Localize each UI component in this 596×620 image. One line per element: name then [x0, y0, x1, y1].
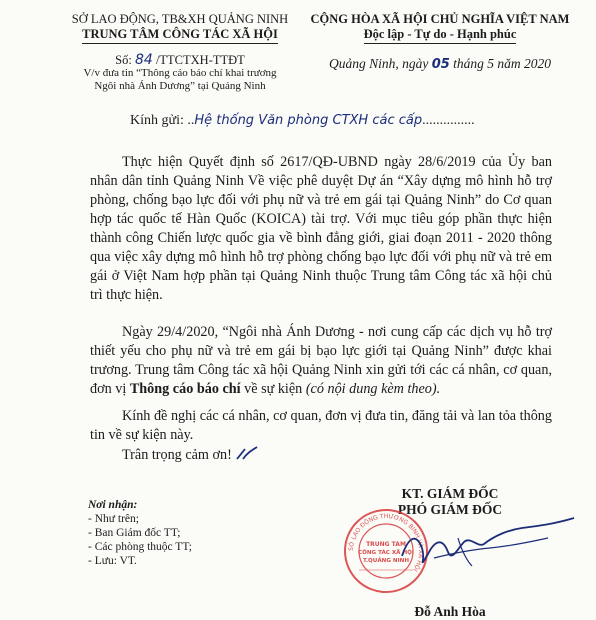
recipient-item: - Ban Giám đốc TT;: [88, 527, 181, 539]
recipient-item: - Lưu: VT.: [88, 555, 137, 567]
document-subject: [70, 67, 290, 93]
doc-number-suffix: /TTCTXH-TTĐT: [155, 53, 245, 67]
national-motto: Độc lập - Tự do - Hạnh phúc: [364, 27, 517, 44]
date-day-handwritten: 05: [431, 57, 450, 72]
greeting-prefix: Kính gửi:: [130, 113, 184, 128]
recipients-list: [88, 498, 192, 568]
body-paragraph-2-text: Ngày 29/4/2020, “Ngôi nhà Ánh Dương - nơi cung cấp các dịch vụ hỗ trợ thiết yếu cho phụ nữ và trẻ em gái bị bạo lực giới tại Quảng Ninh” được khai trương. Trung tâm Công tác xã hội Quảng Ninh xin gửi tới các cá nhân, cơ quan, đơn vị: [90, 324, 552, 397]
recipient-item: - Các phòng thuộc TT;: [88, 541, 192, 553]
sign-role-1: KT. GIÁM ĐỐC: [401, 486, 499, 501]
seal-center-line-1: TRUNG TÂM: [366, 541, 406, 548]
subject-line-2: Ngôi nhà Ánh Dương” tại Quảng Ninh: [94, 80, 266, 92]
recipient-item: - Như trên;: [88, 513, 139, 525]
body-paragraph-2: [90, 323, 552, 399]
greeting-line: [130, 113, 590, 129]
national-header: [305, 12, 575, 44]
place-date: [305, 56, 575, 72]
initial-mark-icon: [235, 445, 259, 461]
seal-ring-text: SỞ LAO ĐỘNG THƯƠNG BINH VÀ XÃ HỘI: [347, 512, 425, 573]
body-paragraph-2-text-b: về sự kiện: [244, 381, 303, 397]
body-paragraph-1-text: Thực hiện Quyết định số 2617/QĐ-UBND ngày 28/6/2019 của Ủy ban nhân dân tỉnh Quảng Ninh Về việc phê duyệt Dự án “Xây dựng mô hình hỗ trợ phòng, chống bạo lực đối với phụ nữ và trẻ em gái tại Quảng Ninh” do Cơ quan hợp tác quốc tế Hàn Quốc (KOICA) tài trợ. Với mục tiêu góp phần thực hiện thành công Chiến lược quốc gia về bình đẳng giới, giai đoạn 2011 - 2020 thông qua việc xây dựng mô hình hỗ trợ phòng chống bạo lực đối với phụ nữ và trẻ em gái ở Việt Nam hợp phần tại Quảng Ninh thuộc Trung tâm Công tác xã hội chủ trì thực hiện.: [90, 154, 552, 303]
greeting-dots-before: ..: [187, 113, 195, 128]
country-name: CỘNG HÒA XÃ HỘI CHỦ NGHĨA VIỆT NAM: [310, 12, 570, 26]
doc-number-prefix: Số:: [115, 53, 132, 67]
document-number: [70, 52, 290, 68]
body-paragraph-3-text: Kính đề nghị các cá nhân, cơ quan, đơn vị đưa tin, đăng tải và lan tỏa thông tin về sự kiện này.: [90, 408, 552, 443]
subject-line-1: V/v đưa tin “Thông cáo báo chí khai trương: [83, 67, 277, 79]
body-paragraph-3: [90, 407, 552, 445]
signer-name: Đỗ Anh Hòa: [414, 604, 486, 619]
greeting-handwritten: Hệ thống Văn phòng CTXH các cấp: [194, 113, 423, 128]
date-prefix: Quảng Ninh, ngày: [328, 56, 429, 71]
attachment-note: (có nội dung kèm theo).: [305, 381, 441, 397]
org-header: [70, 12, 290, 44]
sign-role-2: PHÓ GIÁM ĐỐC: [397, 502, 503, 517]
press-release-label: Thông cáo báo chí: [129, 381, 241, 397]
closing-thanks: Trân trọng cảm ơn!: [122, 447, 232, 463]
doc-number-handwritten: 84: [134, 52, 153, 68]
handwritten-signature: [398, 508, 578, 578]
body-paragraph-1: [90, 153, 552, 305]
org-name: TRUNG TÂM CÔNG TÁC XÃ HỘI: [82, 27, 278, 44]
seal-center-line-3: T.QUẢNG NINH: [362, 558, 410, 564]
seal-center-line-2: CÔNG TÁC XÃ HỘI: [358, 550, 414, 556]
body-paragraph-4: [90, 445, 552, 465]
date-suffix: tháng 5 năm 2020: [453, 56, 552, 71]
org-parent: SỞ LAO ĐỘNG, TB&XH QUẢNG NINH: [71, 12, 289, 26]
greeting-dots-after: ...............: [422, 113, 475, 128]
recipients-title: Nơi nhận:: [88, 499, 138, 511]
